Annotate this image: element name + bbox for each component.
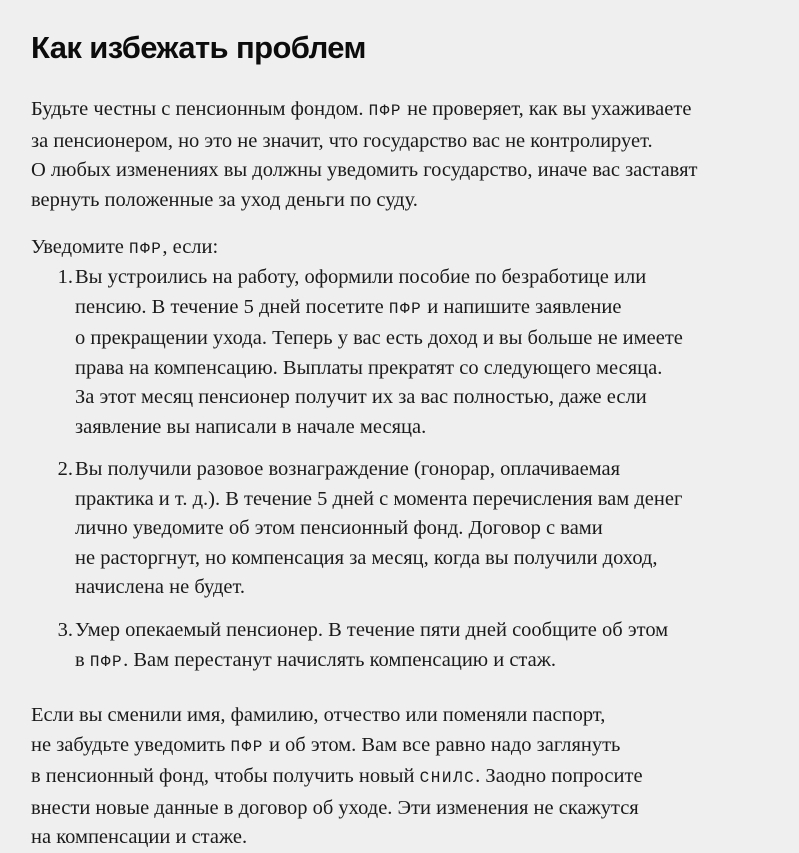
outro-line: [31, 731, 643, 763]
text: не забудьте уведомить: [31, 733, 231, 756]
text: , если:: [162, 236, 219, 258]
text: . Вам перестанут начислять компенсацию и стаж.: [123, 648, 557, 671]
list-line: заявление вы написали в начале месяца.: [75, 415, 427, 438]
abbr-pfr: ПФР: [89, 652, 124, 671]
list-item: [57, 616, 669, 677]
list-number: 2.: [57, 458, 73, 480]
text: пенсию. В течение 5 дней посетите: [75, 295, 389, 318]
list-number: 3.: [57, 619, 73, 641]
text: и напишите заявление: [422, 295, 622, 318]
abbr-pfr: ПФР: [129, 240, 163, 258]
list-line: За этот месяц пенсионер получит их за вас полностью, даже если: [75, 386, 647, 409]
text: и об этом. Вам все равно надо заглянуть: [263, 733, 621, 756]
list-line: не расторгнут, но компенсация за месяц, когда вы получили доход,: [75, 546, 658, 569]
list-line: о прекращении ухода. Теперь у вас есть доход и вы больше не имеете: [75, 327, 683, 350]
abbr-pfr: ПФР: [230, 737, 264, 756]
abbr-pfr: ПФР: [368, 102, 402, 120]
list-line: лично уведомите об этом пенсионный фонд. Договор с вами: [75, 517, 603, 540]
text: . Заодно попросите: [475, 765, 643, 788]
text: в: [75, 648, 90, 671]
outro-line: внести новые данные в договор об уходе. Эти изменения не скажутся: [31, 796, 639, 819]
intro-line: за пенсионером, но это не значит, что государство вас не контролирует.: [31, 129, 653, 152]
list-line: начислена не будет.: [75, 576, 246, 599]
section-title: Как избежать проблем: [31, 30, 366, 65]
text: в пенсионный фонд, чтобы получить новый: [31, 765, 420, 788]
list-line: практика и т. д.). В течение 5 дней с момента перечисления вам денег: [75, 487, 683, 510]
text: не проверяет, как вы ухаживаете: [401, 98, 692, 120]
intro-paragraph: [31, 95, 697, 215]
text: Уведомите: [31, 236, 130, 258]
notify-lead: [31, 233, 218, 265]
list-number: 1.: [57, 266, 73, 288]
abbr-pfr: ПФР: [388, 299, 423, 318]
abbr-snils: СНИЛС: [419, 769, 476, 788]
list-line: Вы получили разовое вознаграждение (гонорар, оплачиваемая: [75, 458, 621, 480]
intro-line: О любых изменениях вы должны уведомить государство, иначе вас заставят: [31, 159, 698, 182]
intro-line: вернуть положенные за уход деньги по суду.: [31, 188, 418, 211]
list-item: [57, 263, 683, 443]
list-line: [75, 646, 668, 678]
outro-line: на компенсации и стаже.: [31, 826, 248, 849]
list-line: Умер опекаемый пенсионер. В течение пяти дней сообщите об этом: [75, 619, 669, 641]
text: Будьте честны с пенсионным фондом.: [31, 98, 369, 120]
outro-paragraph: [31, 701, 643, 853]
list-line: Вы устроились на работу, оформили пособие по безработице или: [75, 266, 647, 288]
outro-line: [31, 762, 643, 794]
intro-line: [31, 95, 697, 127]
list-line: [75, 293, 683, 325]
outro-line: Если вы сменили имя, фамилию, отчество или поменяли паспорт,: [31, 704, 606, 726]
list-item: [57, 455, 683, 603]
list-line: права на компенсацию. Выплаты прекратят со следующего месяца.: [75, 356, 663, 379]
